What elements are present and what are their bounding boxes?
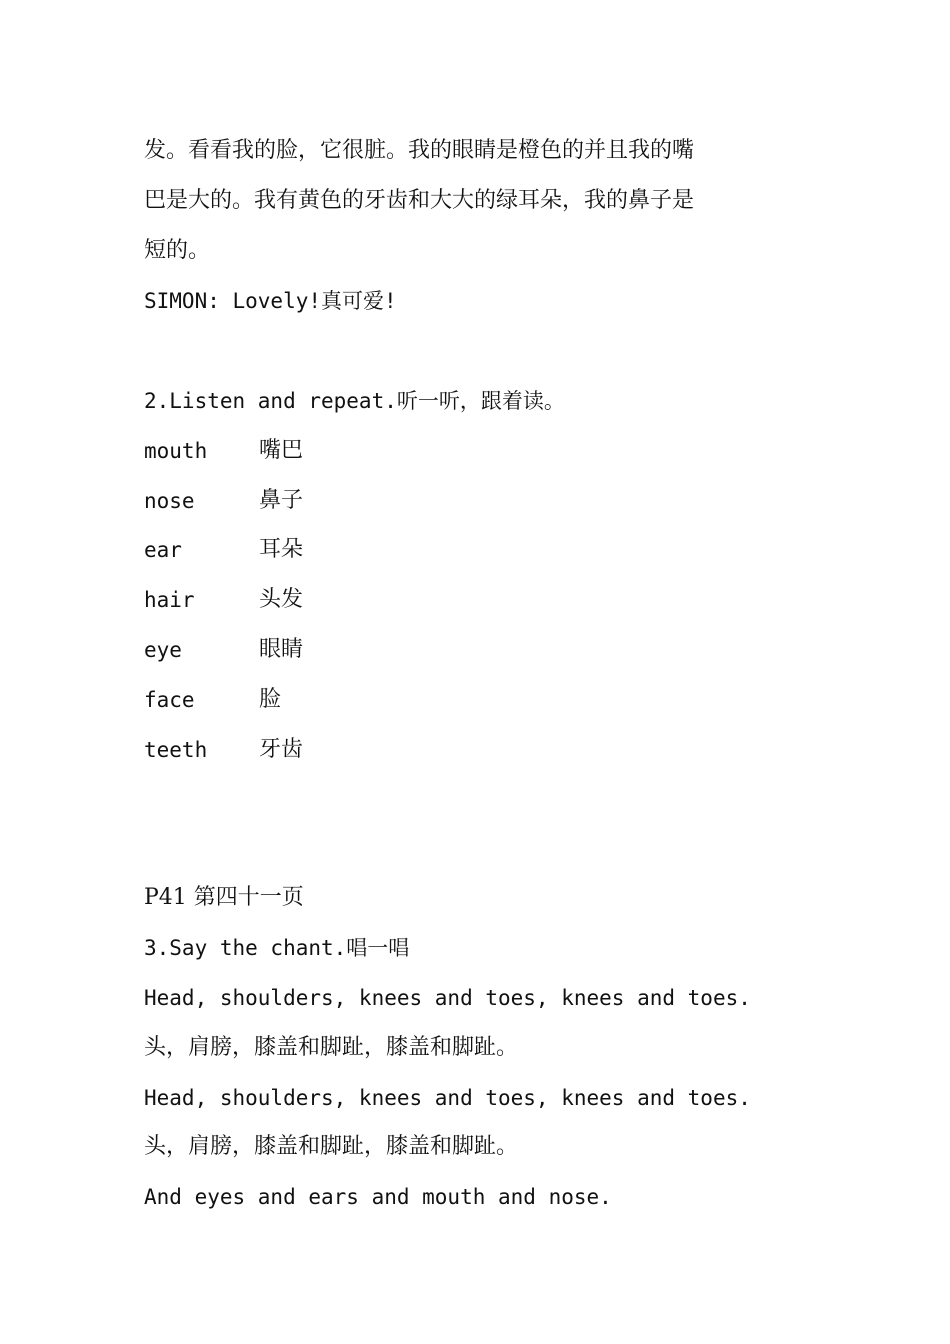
vocab-word-en: teeth bbox=[144, 738, 208, 762]
story-line-2: 巴是大的。我有黄色的牙齿和大大的绿耳朵，我的鼻子是 bbox=[144, 188, 695, 213]
story-line-1: 发。看看我的脸，它很脏。我的眼睛是橙色的并且我的嘴 bbox=[144, 138, 695, 163]
vocab-word-en: face bbox=[144, 688, 195, 712]
vocab-word-en: eye bbox=[144, 638, 182, 662]
chant-line-cn: 头，肩膀，膝盖和脚趾，膝盖和脚趾。 bbox=[144, 1134, 519, 1159]
page-marker: P41 第四十一页 bbox=[144, 885, 304, 910]
chant-line-en: Head, shoulders, knees and toes, knees and toes. bbox=[144, 1086, 751, 1110]
chant-line-en: Head, shoulders, knees and toes, knees and toes. bbox=[144, 986, 751, 1010]
vocab-word-cn: 脸 bbox=[259, 687, 282, 712]
simon-dialogue: SIMON: Lovely!真可爱! bbox=[144, 289, 397, 313]
story-line-3: 短的。 bbox=[144, 238, 211, 263]
vocab-word-en: nose bbox=[144, 489, 195, 513]
section-2-heading: 2.Listen and repeat.听一听，跟着读。 bbox=[144, 389, 565, 413]
vocab-word-en: ear bbox=[144, 538, 182, 562]
vocab-word-cn: 耳朵 bbox=[259, 537, 304, 562]
vocab-word-cn: 嘴巴 bbox=[259, 438, 304, 463]
vocab-word-cn: 鼻子 bbox=[259, 488, 304, 513]
chant-line-cn: 头，肩膀，膝盖和脚趾，膝盖和脚趾。 bbox=[144, 1035, 519, 1060]
vocab-word-cn: 眼睛 bbox=[259, 637, 304, 662]
vocab-word-en: mouth bbox=[144, 439, 208, 463]
vocab-word-en: hair bbox=[144, 588, 195, 612]
vocab-word-cn: 牙齿 bbox=[259, 737, 304, 762]
vocab-word-cn: 头发 bbox=[259, 587, 304, 612]
section-3-heading: 3.Say the chant.唱一唱 bbox=[144, 936, 410, 960]
chant-line-en: And eyes and ears and mouth and nose. bbox=[144, 1185, 612, 1209]
